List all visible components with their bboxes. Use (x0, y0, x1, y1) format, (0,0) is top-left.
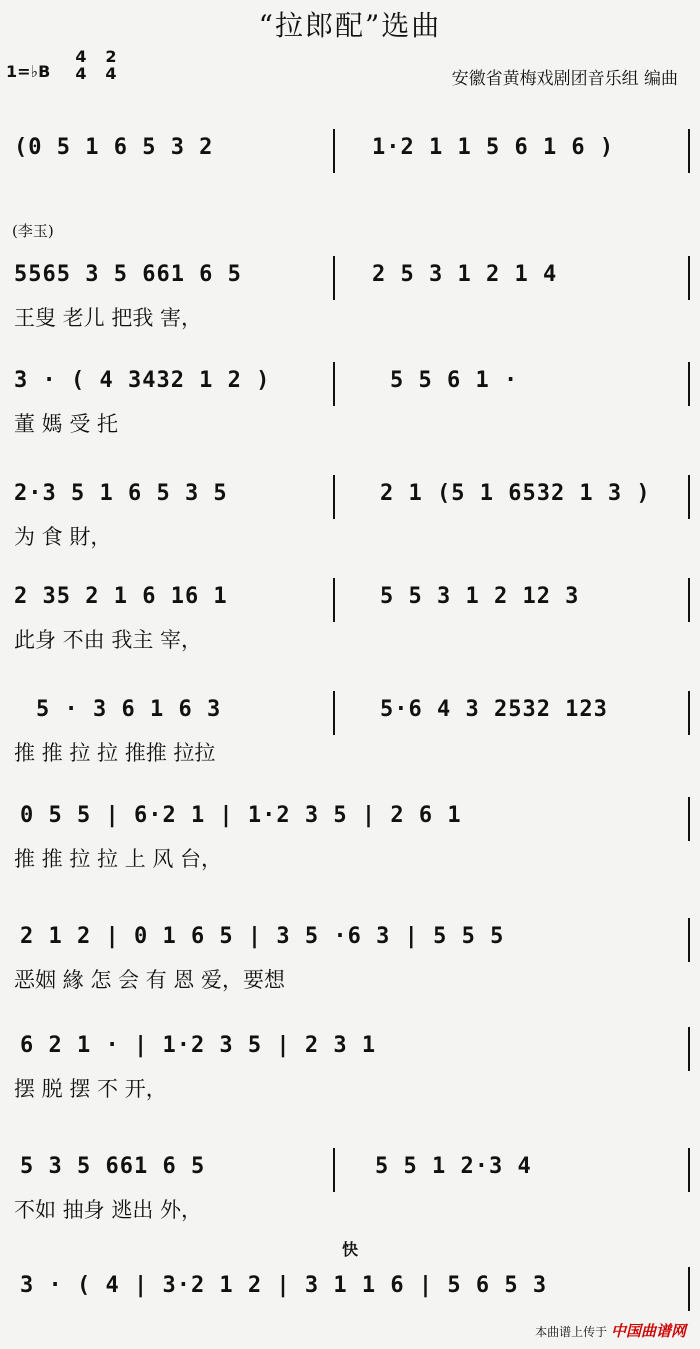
barline (688, 1148, 690, 1192)
notes-right: 2 1 (5 1 6532 1 3 ) (380, 481, 651, 506)
notes-left: 3 · ( 4 3432 1 2 ) (14, 368, 271, 393)
lyrics-line: 为 食 財， (14, 525, 112, 549)
barline (333, 578, 335, 622)
notes-line: 2 1 2 | 0 1 6 5 | 3 5 ·6 3 | 5 5 5 (20, 924, 505, 949)
site-logo[interactable]: 中国曲谱网 (610, 1322, 686, 1340)
upload-footer (535, 1320, 686, 1341)
lyrics-line: 不如 抽身 逃出 外， (14, 1198, 203, 1222)
barline (333, 256, 335, 300)
notes-right: 2 5 3 1 2 1 4 (372, 262, 558, 287)
lyrics-line: 推 推 拉 拉 上 风 台， (14, 847, 223, 871)
footer-prefix: 本曲谱上传于 (535, 1325, 608, 1339)
barline (333, 1148, 335, 1192)
time-signature-b (104, 48, 118, 82)
barline (688, 1027, 690, 1071)
barline (333, 691, 335, 735)
notes-left: (0 5 1 6 5 3 2 (14, 135, 214, 160)
notes-right: 5·6 4 3 2532 123 (380, 697, 608, 722)
time-sig-b-top: 2 (105, 47, 117, 66)
time-sig-a-bottom: 4 (75, 64, 87, 83)
time-signature-a (74, 48, 88, 82)
notes-line: 6 2 1 · | 1·2 3 5 | 2 3 1 (20, 1033, 377, 1058)
barline (333, 129, 335, 173)
notes-right: 5 5 6 1 · (390, 368, 519, 393)
barline (333, 362, 335, 406)
barline (688, 691, 690, 735)
notes-left: 2 35 2 1 6 16 1 (14, 584, 228, 609)
barline (333, 475, 335, 519)
time-sig-a-top: 4 (75, 47, 87, 66)
lyrics-line: 董 媽 受 托 (14, 412, 119, 436)
time-sig-b-bottom: 4 (105, 64, 117, 83)
lyrics-line: 摆 脱 摆 不 开， (14, 1077, 167, 1101)
lyrics-line: 此身 不由 我主 宰， (14, 628, 203, 652)
barline (688, 578, 690, 622)
lyrics-line: 推 推 拉 拉 推推 拉拉 (14, 741, 216, 765)
notes-left: 5 3 5 661 6 5 (20, 1154, 206, 1179)
barline (688, 797, 690, 841)
barline (688, 362, 690, 406)
key-signature: 1=♭B (6, 62, 51, 81)
composer-credit: 安徽省黄梅戏剧团音乐组 编曲 (451, 69, 678, 89)
notes-line: 3 · ( 4 | 3·2 1 2 | 3 1 1 6 | 5 6 5 3 (20, 1273, 548, 1298)
notes-left: 5 · 3 6 1 6 3 (36, 697, 222, 722)
notes-right: 5 5 1 2·3 4 (375, 1154, 532, 1179)
lyrics-line: 恶姻 緣 怎 会 有 恩 爱，要想 (14, 968, 286, 992)
barline (688, 256, 690, 300)
barline (688, 129, 690, 173)
barline (688, 475, 690, 519)
notes-left: 2·3 5 1 6 5 3 5 (14, 481, 228, 506)
lyrics-line: 王叟 老儿 把我 害， (14, 306, 203, 330)
notes-left: 5565 3 5 661 6 5 (14, 262, 242, 287)
notes-right: 1·2 1 1 5 6 1 6 ) (372, 135, 615, 160)
page-title: “拉郎配”选曲 (258, 9, 442, 42)
notes-line: 0 5 5 | 6·2 1 | 1·2 3 5 | 2 6 1 (20, 803, 462, 828)
barline (688, 1267, 690, 1311)
role-tag: (李玉) (12, 222, 54, 240)
tempo-marking: 快 (342, 1240, 359, 1259)
notes-right: 5 5 3 1 2 12 3 (380, 584, 580, 609)
barline (688, 918, 690, 962)
